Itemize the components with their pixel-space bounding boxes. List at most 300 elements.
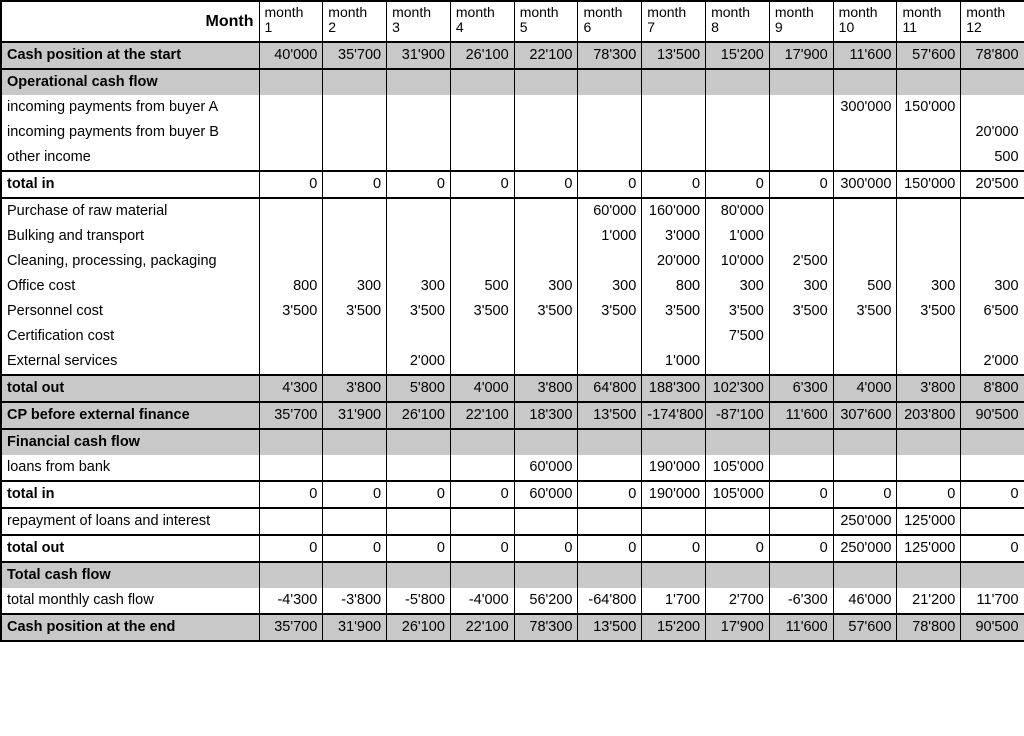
cell-total-out-operational-month-5[interactable]: 3'800 [514, 375, 578, 402]
column-header-month-9[interactable] [769, 1, 833, 42]
cell-cp-before-external-finance-month-8[interactable]: -87'100 [706, 402, 770, 429]
cell-total-cash-flow-month-12[interactable] [961, 562, 1024, 588]
cell-total-in-financial-month-6[interactable]: 0 [578, 481, 642, 508]
row-label-office-cost[interactable]: Office cost [1, 274, 259, 299]
cell-other-income-month-6[interactable] [578, 145, 642, 171]
cell-purchase-raw-material-month-12[interactable] [961, 198, 1024, 224]
cell-external-services-month-6[interactable] [578, 349, 642, 375]
cell-loans-from-bank-month-2[interactable] [323, 455, 387, 481]
cell-financial-cash-flow-month-8[interactable] [706, 429, 770, 455]
cell-incoming-payments-buyer-a-month-2[interactable] [323, 95, 387, 120]
cell-purchase-raw-material-month-1[interactable] [259, 198, 323, 224]
cell-total-cash-flow-month-7[interactable] [642, 562, 706, 588]
cell-total-out-financial-month-2[interactable]: 0 [323, 535, 387, 562]
cell-cash-position-start-month-1[interactable]: 40'000 [259, 42, 323, 69]
cell-office-cost-month-4[interactable]: 500 [450, 274, 514, 299]
cell-loans-from-bank-month-3[interactable] [387, 455, 451, 481]
cell-loans-from-bank-month-11[interactable] [897, 455, 961, 481]
cell-cash-position-end-month-8[interactable]: 17'900 [706, 614, 770, 641]
cell-office-cost-month-12[interactable]: 300 [961, 274, 1024, 299]
cell-financial-cash-flow-month-7[interactable] [642, 429, 706, 455]
cell-office-cost-month-2[interactable]: 300 [323, 274, 387, 299]
cell-other-income-month-12[interactable]: 500 [961, 145, 1024, 171]
cell-incoming-payments-buyer-b-month-11[interactable] [897, 120, 961, 145]
cell-operational-cash-flow-month-10[interactable] [833, 69, 897, 95]
cell-repayment-loans-interest-month-12[interactable] [961, 508, 1024, 535]
column-header-month-10[interactable] [833, 1, 897, 42]
cell-office-cost-month-8[interactable]: 300 [706, 274, 770, 299]
column-header-month-8[interactable] [706, 1, 770, 42]
cell-incoming-payments-buyer-b-month-9[interactable] [769, 120, 833, 145]
cell-total-out-operational-month-11[interactable]: 3'800 [897, 375, 961, 402]
cell-external-services-month-5[interactable] [514, 349, 578, 375]
cell-external-services-month-10[interactable] [833, 349, 897, 375]
cell-financial-cash-flow-month-6[interactable] [578, 429, 642, 455]
cell-cash-position-end-month-5[interactable]: 78'300 [514, 614, 578, 641]
cell-total-in-financial-month-9[interactable]: 0 [769, 481, 833, 508]
cell-total-in-financial-month-7[interactable]: 190'000 [642, 481, 706, 508]
cell-bulking-transport-month-12[interactable] [961, 224, 1024, 249]
cell-incoming-payments-buyer-a-month-6[interactable] [578, 95, 642, 120]
cell-bulking-transport-month-3[interactable] [387, 224, 451, 249]
cell-incoming-payments-buyer-b-month-4[interactable] [450, 120, 514, 145]
cell-other-income-month-8[interactable] [706, 145, 770, 171]
cell-bulking-transport-month-11[interactable] [897, 224, 961, 249]
cell-total-in-financial-month-5[interactable]: 60'000 [514, 481, 578, 508]
cell-certification-cost-month-3[interactable] [387, 324, 451, 349]
cell-total-out-financial-month-6[interactable]: 0 [578, 535, 642, 562]
cell-total-out-operational-month-7[interactable]: 188'300 [642, 375, 706, 402]
cell-total-in-operational-month-8[interactable]: 0 [706, 171, 770, 198]
cell-personnel-cost-month-2[interactable]: 3'500 [323, 299, 387, 324]
cell-cash-position-start-month-9[interactable]: 17'900 [769, 42, 833, 69]
cell-cp-before-external-finance-month-12[interactable]: 90'500 [961, 402, 1024, 429]
cell-personnel-cost-month-4[interactable]: 3'500 [450, 299, 514, 324]
cell-bulking-transport-month-4[interactable] [450, 224, 514, 249]
cell-cp-before-external-finance-month-7[interactable]: -174'800 [642, 402, 706, 429]
cell-total-in-operational-month-12[interactable]: 20'500 [961, 171, 1024, 198]
cell-cash-position-start-month-3[interactable]: 31'900 [387, 42, 451, 69]
cell-purchase-raw-material-month-3[interactable] [387, 198, 451, 224]
cell-other-income-month-9[interactable] [769, 145, 833, 171]
cell-operational-cash-flow-month-4[interactable] [450, 69, 514, 95]
cell-total-monthly-cash-flow-month-9[interactable]: -6'300 [769, 588, 833, 614]
cell-total-out-operational-month-8[interactable]: 102'300 [706, 375, 770, 402]
cell-external-services-month-3[interactable]: 2'000 [387, 349, 451, 375]
cell-total-out-operational-month-2[interactable]: 3'800 [323, 375, 387, 402]
cell-certification-cost-month-11[interactable] [897, 324, 961, 349]
cell-financial-cash-flow-month-5[interactable] [514, 429, 578, 455]
cell-external-services-month-11[interactable] [897, 349, 961, 375]
cell-cp-before-external-finance-month-9[interactable]: 11'600 [769, 402, 833, 429]
cell-cp-before-external-finance-month-5[interactable]: 18'300 [514, 402, 578, 429]
cell-financial-cash-flow-month-1[interactable] [259, 429, 323, 455]
cell-cash-position-start-month-8[interactable]: 15'200 [706, 42, 770, 69]
cell-total-out-financial-month-8[interactable]: 0 [706, 535, 770, 562]
cell-total-cash-flow-month-1[interactable] [259, 562, 323, 588]
cell-external-services-month-8[interactable] [706, 349, 770, 375]
cell-operational-cash-flow-month-5[interactable] [514, 69, 578, 95]
cell-total-out-operational-month-1[interactable]: 4'300 [259, 375, 323, 402]
cell-other-income-month-10[interactable] [833, 145, 897, 171]
cell-external-services-month-2[interactable] [323, 349, 387, 375]
cell-operational-cash-flow-month-12[interactable] [961, 69, 1024, 95]
row-label-total-out-operational[interactable]: total out [1, 375, 259, 402]
column-header-month-4[interactable] [450, 1, 514, 42]
row-label-cp-before-external-finance[interactable]: CP before external finance [1, 402, 259, 429]
cell-other-income-month-1[interactable] [259, 145, 323, 171]
cell-certification-cost-month-12[interactable] [961, 324, 1024, 349]
row-label-total-out-financial[interactable]: total out [1, 535, 259, 562]
cell-certification-cost-month-9[interactable] [769, 324, 833, 349]
cell-certification-cost-month-1[interactable] [259, 324, 323, 349]
cell-total-monthly-cash-flow-month-2[interactable]: -3'800 [323, 588, 387, 614]
cell-incoming-payments-buyer-b-month-6[interactable] [578, 120, 642, 145]
cell-financial-cash-flow-month-2[interactable] [323, 429, 387, 455]
column-header-month-5[interactable] [514, 1, 578, 42]
cell-cash-position-start-month-5[interactable]: 22'100 [514, 42, 578, 69]
cell-cp-before-external-finance-month-6[interactable]: 13'500 [578, 402, 642, 429]
row-label-incoming-payments-buyer-a[interactable]: incoming payments from buyer A [1, 95, 259, 120]
cell-total-in-financial-month-2[interactable]: 0 [323, 481, 387, 508]
cell-financial-cash-flow-month-3[interactable] [387, 429, 451, 455]
cell-personnel-cost-month-9[interactable]: 3'500 [769, 299, 833, 324]
cell-bulking-transport-month-5[interactable] [514, 224, 578, 249]
cell-total-out-operational-month-3[interactable]: 5'800 [387, 375, 451, 402]
cell-incoming-payments-buyer-b-month-12[interactable]: 20'000 [961, 120, 1024, 145]
cell-office-cost-month-11[interactable]: 300 [897, 274, 961, 299]
cell-incoming-payments-buyer-b-month-5[interactable] [514, 120, 578, 145]
cell-cash-position-end-month-1[interactable]: 35'700 [259, 614, 323, 641]
row-label-financial-cash-flow[interactable]: Financial cash flow [1, 429, 259, 455]
row-label-cash-position-start[interactable]: Cash position at the start [1, 42, 259, 69]
cell-financial-cash-flow-month-4[interactable] [450, 429, 514, 455]
row-label-repayment-loans-interest[interactable]: repayment of loans and interest [1, 508, 259, 535]
row-label-total-monthly-cash-flow[interactable]: total monthly cash flow [1, 588, 259, 614]
cell-repayment-loans-interest-month-7[interactable] [642, 508, 706, 535]
cell-operational-cash-flow-month-2[interactable] [323, 69, 387, 95]
cell-incoming-payments-buyer-a-month-9[interactable] [769, 95, 833, 120]
cell-total-out-operational-month-12[interactable]: 8'800 [961, 375, 1024, 402]
cell-bulking-transport-month-9[interactable] [769, 224, 833, 249]
cell-certification-cost-month-8[interactable]: 7'500 [706, 324, 770, 349]
cell-operational-cash-flow-month-7[interactable] [642, 69, 706, 95]
cell-office-cost-month-5[interactable]: 300 [514, 274, 578, 299]
cell-incoming-payments-buyer-a-month-8[interactable] [706, 95, 770, 120]
cell-certification-cost-month-2[interactable] [323, 324, 387, 349]
cell-purchase-raw-material-month-11[interactable] [897, 198, 961, 224]
cell-other-income-month-11[interactable] [897, 145, 961, 171]
cell-operational-cash-flow-month-6[interactable] [578, 69, 642, 95]
row-label-incoming-payments-buyer-b[interactable]: incoming payments from buyer B [1, 120, 259, 145]
column-header-month-1[interactable] [259, 1, 323, 42]
cell-bulking-transport-month-7[interactable]: 3'000 [642, 224, 706, 249]
cell-total-in-financial-month-11[interactable]: 0 [897, 481, 961, 508]
cell-total-cash-flow-month-6[interactable] [578, 562, 642, 588]
cell-loans-from-bank-month-5[interactable]: 60'000 [514, 455, 578, 481]
cell-incoming-payments-buyer-a-month-12[interactable] [961, 95, 1024, 120]
cell-total-cash-flow-month-8[interactable] [706, 562, 770, 588]
row-label-operational-cash-flow[interactable]: Operational cash flow [1, 69, 259, 95]
cell-cash-position-start-month-11[interactable]: 57'600 [897, 42, 961, 69]
cell-total-in-operational-month-1[interactable]: 0 [259, 171, 323, 198]
cell-total-monthly-cash-flow-month-3[interactable]: -5'800 [387, 588, 451, 614]
cell-total-monthly-cash-flow-month-5[interactable]: 56'200 [514, 588, 578, 614]
cell-personnel-cost-month-3[interactable]: 3'500 [387, 299, 451, 324]
cell-certification-cost-month-10[interactable] [833, 324, 897, 349]
cell-cleaning-processing-packaging-month-1[interactable] [259, 249, 323, 274]
cell-operational-cash-flow-month-11[interactable] [897, 69, 961, 95]
cell-total-cash-flow-month-5[interactable] [514, 562, 578, 588]
cell-financial-cash-flow-month-10[interactable] [833, 429, 897, 455]
cell-incoming-payments-buyer-b-month-7[interactable] [642, 120, 706, 145]
cell-total-cash-flow-month-11[interactable] [897, 562, 961, 588]
cell-external-services-month-4[interactable] [450, 349, 514, 375]
cell-repayment-loans-interest-month-10[interactable]: 250'000 [833, 508, 897, 535]
cell-cleaning-processing-packaging-month-2[interactable] [323, 249, 387, 274]
cell-cash-position-end-month-7[interactable]: 15'200 [642, 614, 706, 641]
cell-total-monthly-cash-flow-month-10[interactable]: 46'000 [833, 588, 897, 614]
cell-cash-position-end-month-10[interactable]: 57'600 [833, 614, 897, 641]
cell-total-out-financial-month-11[interactable]: 125'000 [897, 535, 961, 562]
cell-cash-position-end-month-11[interactable]: 78'800 [897, 614, 961, 641]
cell-office-cost-month-9[interactable]: 300 [769, 274, 833, 299]
row-label-total-in-financial[interactable]: total in [1, 481, 259, 508]
cell-loans-from-bank-month-4[interactable] [450, 455, 514, 481]
cell-incoming-payments-buyer-b-month-2[interactable] [323, 120, 387, 145]
cell-incoming-payments-buyer-a-month-7[interactable] [642, 95, 706, 120]
cell-personnel-cost-month-11[interactable]: 3'500 [897, 299, 961, 324]
cell-total-out-financial-month-4[interactable]: 0 [450, 535, 514, 562]
cell-purchase-raw-material-month-6[interactable]: 60'000 [578, 198, 642, 224]
cell-total-out-operational-month-9[interactable]: 6'300 [769, 375, 833, 402]
cell-bulking-transport-month-10[interactable] [833, 224, 897, 249]
cell-incoming-payments-buyer-a-month-3[interactable] [387, 95, 451, 120]
cell-cash-position-end-month-9[interactable]: 11'600 [769, 614, 833, 641]
cell-operational-cash-flow-month-3[interactable] [387, 69, 451, 95]
cell-other-income-month-4[interactable] [450, 145, 514, 171]
cell-external-services-month-9[interactable] [769, 349, 833, 375]
cell-total-in-financial-month-3[interactable]: 0 [387, 481, 451, 508]
cell-total-out-financial-month-1[interactable]: 0 [259, 535, 323, 562]
cell-repayment-loans-interest-month-9[interactable] [769, 508, 833, 535]
cell-other-income-month-3[interactable] [387, 145, 451, 171]
row-label-cleaning-processing-packaging[interactable]: Cleaning, processing, packaging [1, 249, 259, 274]
cell-total-in-financial-month-1[interactable]: 0 [259, 481, 323, 508]
cell-cash-position-end-month-12[interactable]: 90'500 [961, 614, 1024, 641]
cell-financial-cash-flow-month-12[interactable] [961, 429, 1024, 455]
cell-personnel-cost-month-7[interactable]: 3'500 [642, 299, 706, 324]
cell-total-in-operational-month-7[interactable]: 0 [642, 171, 706, 198]
row-label-total-in-operational[interactable]: total in [1, 171, 259, 198]
cell-financial-cash-flow-month-9[interactable] [769, 429, 833, 455]
cell-certification-cost-month-7[interactable] [642, 324, 706, 349]
cell-other-income-month-5[interactable] [514, 145, 578, 171]
cell-incoming-payments-buyer-a-month-5[interactable] [514, 95, 578, 120]
cell-total-cash-flow-month-4[interactable] [450, 562, 514, 588]
row-label-external-services[interactable]: External services [1, 349, 259, 375]
cell-total-in-financial-month-12[interactable]: 0 [961, 481, 1024, 508]
cell-total-cash-flow-month-10[interactable] [833, 562, 897, 588]
cell-cleaning-processing-packaging-month-7[interactable]: 20'000 [642, 249, 706, 274]
cell-cleaning-processing-packaging-month-9[interactable]: 2'500 [769, 249, 833, 274]
cell-total-monthly-cash-flow-month-6[interactable]: -64'800 [578, 588, 642, 614]
cell-incoming-payments-buyer-b-month-8[interactable] [706, 120, 770, 145]
cell-bulking-transport-month-1[interactable] [259, 224, 323, 249]
cell-other-income-month-7[interactable] [642, 145, 706, 171]
column-header-month-2[interactable] [323, 1, 387, 42]
cell-total-monthly-cash-flow-month-7[interactable]: 1'700 [642, 588, 706, 614]
cell-bulking-transport-month-2[interactable] [323, 224, 387, 249]
cell-total-out-operational-month-4[interactable]: 4'000 [450, 375, 514, 402]
cell-purchase-raw-material-month-8[interactable]: 80'000 [706, 198, 770, 224]
cell-total-monthly-cash-flow-month-1[interactable]: -4'300 [259, 588, 323, 614]
cell-purchase-raw-material-month-4[interactable] [450, 198, 514, 224]
cell-loans-from-bank-month-1[interactable] [259, 455, 323, 481]
cell-cp-before-external-finance-month-11[interactable]: 203'800 [897, 402, 961, 429]
row-label-purchase-raw-material[interactable]: Purchase of raw material [1, 198, 259, 224]
cell-incoming-payments-buyer-b-month-10[interactable] [833, 120, 897, 145]
column-header-month-3[interactable] [387, 1, 451, 42]
cell-repayment-loans-interest-month-2[interactable] [323, 508, 387, 535]
cell-total-monthly-cash-flow-month-4[interactable]: -4'000 [450, 588, 514, 614]
cell-total-out-financial-month-7[interactable]: 0 [642, 535, 706, 562]
cell-bulking-transport-month-6[interactable]: 1'000 [578, 224, 642, 249]
cell-office-cost-month-7[interactable]: 800 [642, 274, 706, 299]
cell-total-in-operational-month-3[interactable]: 0 [387, 171, 451, 198]
cell-total-in-operational-month-4[interactable]: 0 [450, 171, 514, 198]
cell-personnel-cost-month-6[interactable]: 3'500 [578, 299, 642, 324]
cell-total-in-operational-month-5[interactable]: 0 [514, 171, 578, 198]
column-header-month-6[interactable] [578, 1, 642, 42]
cell-operational-cash-flow-month-8[interactable] [706, 69, 770, 95]
cell-cash-position-start-month-7[interactable]: 13'500 [642, 42, 706, 69]
row-label-total-cash-flow[interactable]: Total cash flow [1, 562, 259, 588]
cell-total-monthly-cash-flow-month-8[interactable]: 2'700 [706, 588, 770, 614]
cell-total-out-operational-month-10[interactable]: 4'000 [833, 375, 897, 402]
cell-cleaning-processing-packaging-month-6[interactable] [578, 249, 642, 274]
cell-cash-position-end-month-2[interactable]: 31'900 [323, 614, 387, 641]
cell-total-in-financial-month-10[interactable]: 0 [833, 481, 897, 508]
cell-bulking-transport-month-8[interactable]: 1'000 [706, 224, 770, 249]
cell-personnel-cost-month-1[interactable]: 3'500 [259, 299, 323, 324]
cell-cp-before-external-finance-month-1[interactable]: 35'700 [259, 402, 323, 429]
row-label-certification-cost[interactable]: Certification cost [1, 324, 259, 349]
cell-repayment-loans-interest-month-4[interactable] [450, 508, 514, 535]
cell-incoming-payments-buyer-a-month-10[interactable]: 300'000 [833, 95, 897, 120]
cell-incoming-payments-buyer-a-month-4[interactable] [450, 95, 514, 120]
cell-total-cash-flow-month-9[interactable] [769, 562, 833, 588]
cell-total-monthly-cash-flow-month-12[interactable]: 11'700 [961, 588, 1024, 614]
cell-office-cost-month-10[interactable]: 500 [833, 274, 897, 299]
row-label-bulking-transport[interactable]: Bulking and transport [1, 224, 259, 249]
cell-purchase-raw-material-month-7[interactable]: 160'000 [642, 198, 706, 224]
cell-cleaning-processing-packaging-month-3[interactable] [387, 249, 451, 274]
cell-cash-position-end-month-3[interactable]: 26'100 [387, 614, 451, 641]
cell-cleaning-processing-packaging-month-4[interactable] [450, 249, 514, 274]
cell-loans-from-bank-month-9[interactable] [769, 455, 833, 481]
cell-total-cash-flow-month-2[interactable] [323, 562, 387, 588]
cell-cash-position-start-month-4[interactable]: 26'100 [450, 42, 514, 69]
cell-total-in-operational-month-9[interactable]: 0 [769, 171, 833, 198]
column-header-month-7[interactable] [642, 1, 706, 42]
cell-cp-before-external-finance-month-3[interactable]: 26'100 [387, 402, 451, 429]
cell-total-out-financial-month-5[interactable]: 0 [514, 535, 578, 562]
cell-incoming-payments-buyer-a-month-1[interactable] [259, 95, 323, 120]
cell-total-monthly-cash-flow-month-11[interactable]: 21'200 [897, 588, 961, 614]
cell-cash-position-start-month-2[interactable]: 35'700 [323, 42, 387, 69]
cell-cash-position-start-month-6[interactable]: 78'300 [578, 42, 642, 69]
cell-incoming-payments-buyer-b-month-3[interactable] [387, 120, 451, 145]
cell-certification-cost-month-4[interactable] [450, 324, 514, 349]
cell-external-services-month-1[interactable] [259, 349, 323, 375]
row-label-other-income[interactable]: other income [1, 145, 259, 171]
cell-cleaning-processing-packaging-month-8[interactable]: 10'000 [706, 249, 770, 274]
cell-operational-cash-flow-month-1[interactable] [259, 69, 323, 95]
cell-loans-from-bank-month-10[interactable] [833, 455, 897, 481]
cell-total-out-financial-month-3[interactable]: 0 [387, 535, 451, 562]
cell-total-out-financial-month-10[interactable]: 250'000 [833, 535, 897, 562]
cell-total-out-financial-month-9[interactable]: 0 [769, 535, 833, 562]
cell-office-cost-month-1[interactable]: 800 [259, 274, 323, 299]
cell-total-out-financial-month-12[interactable]: 0 [961, 535, 1024, 562]
cell-total-in-operational-month-6[interactable]: 0 [578, 171, 642, 198]
cell-certification-cost-month-5[interactable] [514, 324, 578, 349]
cell-operational-cash-flow-month-9[interactable] [769, 69, 833, 95]
cell-cleaning-processing-packaging-month-12[interactable] [961, 249, 1024, 274]
cell-other-income-month-2[interactable] [323, 145, 387, 171]
cell-purchase-raw-material-month-5[interactable] [514, 198, 578, 224]
cell-repayment-loans-interest-month-11[interactable]: 125'000 [897, 508, 961, 535]
cell-certification-cost-month-6[interactable] [578, 324, 642, 349]
cell-purchase-raw-material-month-10[interactable] [833, 198, 897, 224]
cell-personnel-cost-month-8[interactable]: 3'500 [706, 299, 770, 324]
cell-repayment-loans-interest-month-1[interactable] [259, 508, 323, 535]
cell-office-cost-month-3[interactable]: 300 [387, 274, 451, 299]
cell-cleaning-processing-packaging-month-5[interactable] [514, 249, 578, 274]
cell-cleaning-processing-packaging-month-10[interactable] [833, 249, 897, 274]
cell-purchase-raw-material-month-2[interactable] [323, 198, 387, 224]
cell-total-in-operational-month-10[interactable]: 300'000 [833, 171, 897, 198]
cell-loans-from-bank-month-12[interactable] [961, 455, 1024, 481]
cell-incoming-payments-buyer-a-month-11[interactable]: 150'000 [897, 95, 961, 120]
cell-purchase-raw-material-month-9[interactable] [769, 198, 833, 224]
cell-total-in-operational-month-11[interactable]: 150'000 [897, 171, 961, 198]
cell-cleaning-processing-packaging-month-11[interactable] [897, 249, 961, 274]
cell-total-in-financial-month-8[interactable]: 105'000 [706, 481, 770, 508]
column-header-month-11[interactable] [897, 1, 961, 42]
cell-external-services-month-7[interactable]: 1'000 [642, 349, 706, 375]
cell-total-cash-flow-month-3[interactable] [387, 562, 451, 588]
cell-external-services-month-12[interactable]: 2'000 [961, 349, 1024, 375]
cell-incoming-payments-buyer-b-month-1[interactable] [259, 120, 323, 145]
cell-personnel-cost-month-10[interactable]: 3'500 [833, 299, 897, 324]
row-label-personnel-cost[interactable]: Personnel cost [1, 299, 259, 324]
cell-cp-before-external-finance-month-2[interactable]: 31'900 [323, 402, 387, 429]
cell-loans-from-bank-month-8[interactable]: 105'000 [706, 455, 770, 481]
cell-repayment-loans-interest-month-5[interactable] [514, 508, 578, 535]
cell-repayment-loans-interest-month-6[interactable] [578, 508, 642, 535]
cell-personnel-cost-month-5[interactable]: 3'500 [514, 299, 578, 324]
cell-cp-before-external-finance-month-4[interactable]: 22'100 [450, 402, 514, 429]
cell-cash-position-start-month-12[interactable]: 78'800 [961, 42, 1024, 69]
cell-cash-position-end-month-4[interactable]: 22'100 [450, 614, 514, 641]
cell-total-out-operational-month-6[interactable]: 64'800 [578, 375, 642, 402]
cell-total-in-operational-month-2[interactable]: 0 [323, 171, 387, 198]
cell-loans-from-bank-month-7[interactable]: 190'000 [642, 455, 706, 481]
column-header-month-12[interactable] [961, 1, 1024, 42]
cell-repayment-loans-interest-month-8[interactable] [706, 508, 770, 535]
